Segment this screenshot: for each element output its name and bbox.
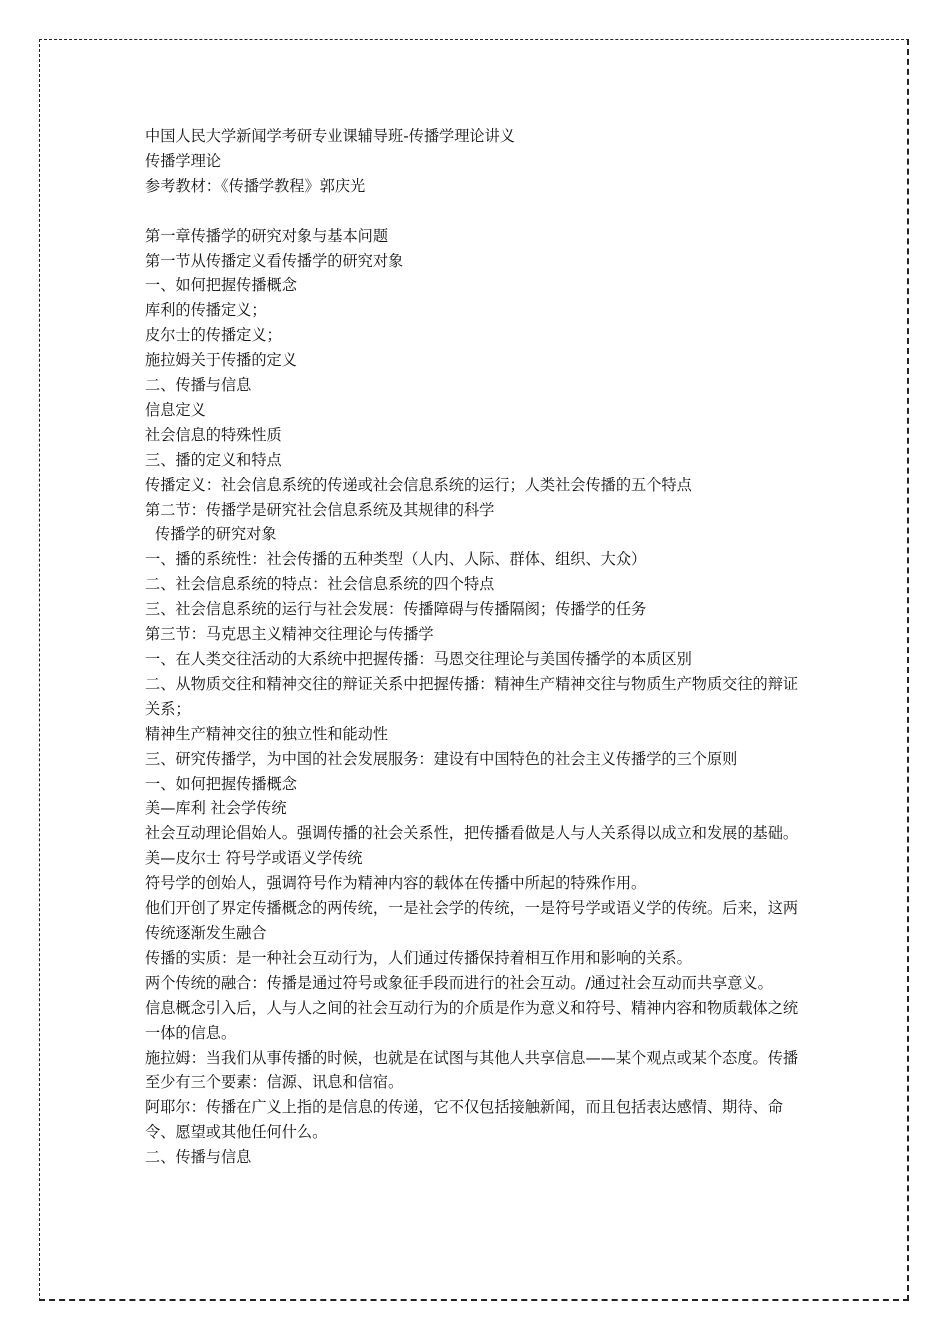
text-line: 三、播的定义和特点 bbox=[145, 450, 282, 469]
text-line: 三、社会信息系统的运行与社会发展：传播障碍与传播隔阂；传播学的任务 bbox=[145, 600, 647, 619]
text-paragraph: 施拉姆：当我们从事传播的时候，也就是在试图与其他人共享信息——某个观点或某个态度。传播至少有三个要素：信源、讯息和信宿。 bbox=[145, 1048, 799, 1092]
text-line: 施拉姆关于传播的定义 bbox=[145, 351, 297, 370]
text-line: 美—库利 社会学传统 bbox=[145, 799, 287, 818]
text-line: 二、社会信息系统的特点：社会信息系统的四个特点 bbox=[145, 575, 495, 594]
text-line: 精神生产精神交往的独立性和能动性 bbox=[145, 724, 388, 743]
text-paragraph: 阿耶尔：传播在广义上指的是信息的传递，它不仅包括接触新闻，而且包括表达感情、期待、命令、愿望或其他任何什么。 bbox=[145, 1098, 783, 1142]
text-paragraph: 信息概念引入后，人与人之间的社会互动行为的介质是作为意义和符号、精神内容和物质载体之统一体的信息。 bbox=[145, 998, 799, 1042]
text-line: 传播定义：社会信息系统的传递或社会信息系统的运行；人类社会传播的五个特点 bbox=[145, 475, 692, 494]
text-line: 一、在人类交往活动的大系统中把握传播：马恩交往理论与美国传播学的本质区别 bbox=[145, 650, 692, 669]
subject-title: 传播学理论 bbox=[145, 151, 221, 170]
section-heading: 第一节从传播定义看传播学的研究对象 bbox=[145, 251, 404, 270]
text-line: 二、传播与信息 bbox=[145, 1148, 252, 1167]
text-paragraph: 他们开创了界定传播概念的两传统，一是社会学的传统，一是符号学或语义学的传统。后来，这两传统逐渐发生融合 bbox=[145, 899, 799, 942]
text-paragraph: 两个传统的融合：传播是通过符号或象征手段而进行的社会互动。/通过社会互动而共享意义。 bbox=[145, 973, 773, 992]
text-line: 传播学的研究对象 bbox=[155, 525, 277, 544]
reference-textbook: 参考教材：《传播学教程》郭庆光 bbox=[145, 176, 366, 195]
chapter-heading: 第一章传播学的研究对象与基本问题 bbox=[145, 226, 388, 245]
text-line: 二、传播与信息 bbox=[145, 376, 252, 395]
text-line: 库利的传播定义； bbox=[145, 301, 267, 320]
text-line: 一、播的系统性：社会传播的五种类型（人内、人际、群体、组织、大众） bbox=[145, 550, 647, 569]
text-line: 一、如何把握传播概念 bbox=[145, 276, 297, 295]
section-heading: 第三节：马克思主义精神交往理论与传播学 bbox=[145, 625, 434, 644]
document-title: 中国人民大学新闻学考研专业课辅导班-传播学理论讲义 bbox=[145, 127, 515, 145]
text-paragraph: 二、从物质交往和精神交往的辩证关系中把握传播：精神生产精神交往与物质生产物质交往的辩证关系； bbox=[145, 674, 799, 718]
text-line: 社会信息的特殊性质 bbox=[145, 425, 282, 444]
blank-line bbox=[145, 199, 810, 224]
text-line: 皮尔士的传播定义； bbox=[145, 326, 282, 345]
text-line: 符号学的创始人，强调符号作为精神内容的载体在传播中所起的特殊作用。 bbox=[145, 874, 647, 893]
text-line: 美—皮尔士 符号学或语义学传统 bbox=[145, 849, 363, 868]
text-paragraph: 社会互动理论倡始人。强调传播的社会关系性，把传播看做是人与人关系得以成立和发展的基础。 bbox=[145, 824, 799, 843]
text-line: 一、如何把握传播概念 bbox=[145, 774, 297, 793]
text-line: 三、研究传播学，为中国的社会发展服务：建设有中国特色的社会主义传播学的三个原则 bbox=[145, 749, 738, 768]
document-body bbox=[145, 124, 810, 1170]
text-line: 传播的实质：是一种社会互动行为，人们通过传播保持着相互作用和影响的关系。 bbox=[145, 948, 692, 967]
section-heading: 第二节：传播学是研究社会信息系统及其规律的科学 bbox=[145, 500, 495, 519]
text-line: 信息定义 bbox=[145, 400, 206, 419]
